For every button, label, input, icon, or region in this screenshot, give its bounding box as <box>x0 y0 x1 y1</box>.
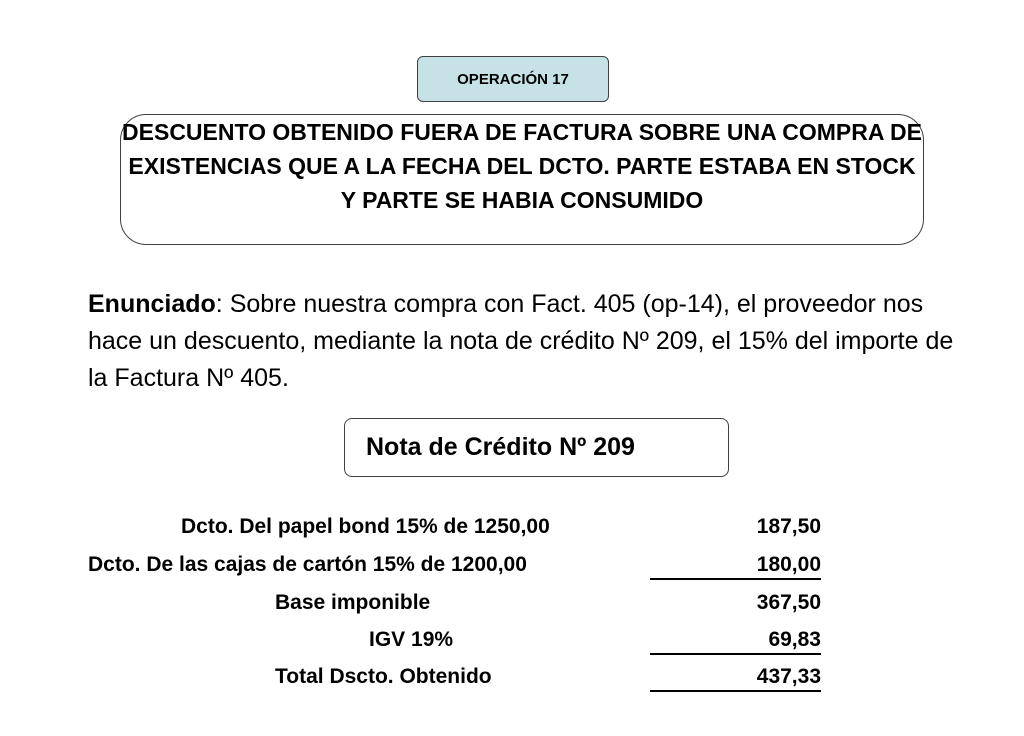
document-title: DESCUENTO OBTENIDO FUERA DE FACTURA SOBRE UNA COMPRA DE EXISTENCIAS QUE A LA FECHA DEL DCTO. PARTE ESTABA EN STOCK Y PARTE SE HABIA CONSUMIDO <box>122 119 922 213</box>
row-label-igv: IGV 19% <box>369 628 454 651</box>
statement-label: Enunciado <box>88 290 216 318</box>
row-value-base-imponible: 367,50 <box>756 591 821 614</box>
row-value-total: 437,33 <box>650 664 821 692</box>
statement-paragraph <box>88 286 968 397</box>
statement-text: : Sobre nuestra compra con Fact. 405 (op-14), el proveedor nos hace un descuento, mediante la nota de crédito Nº 209, el 15% del importe de la Factura Nº 405. <box>88 290 954 392</box>
operation-badge-label: OPERACIÓN 17 <box>457 70 569 88</box>
row-value-igv: 69,83 <box>650 627 821 655</box>
row-label-cajas-carton: Dcto. De las cajas de cartón 15% de 1200,00 <box>88 553 527 576</box>
row-label-base-imponible: Base imponible <box>275 591 431 614</box>
row-value-cajas-carton: 180,00 <box>650 552 821 580</box>
row-label-total: Total Dscto. Obtenido <box>275 665 492 688</box>
credit-note-title: Nota de Crédito Nº 209 <box>366 433 635 461</box>
row-label-papel-bond: Dcto. Del papel bond 15% de 1250,00 <box>181 515 550 538</box>
row-value-papel-bond: 187,50 <box>756 515 821 538</box>
operation-badge <box>417 56 609 102</box>
